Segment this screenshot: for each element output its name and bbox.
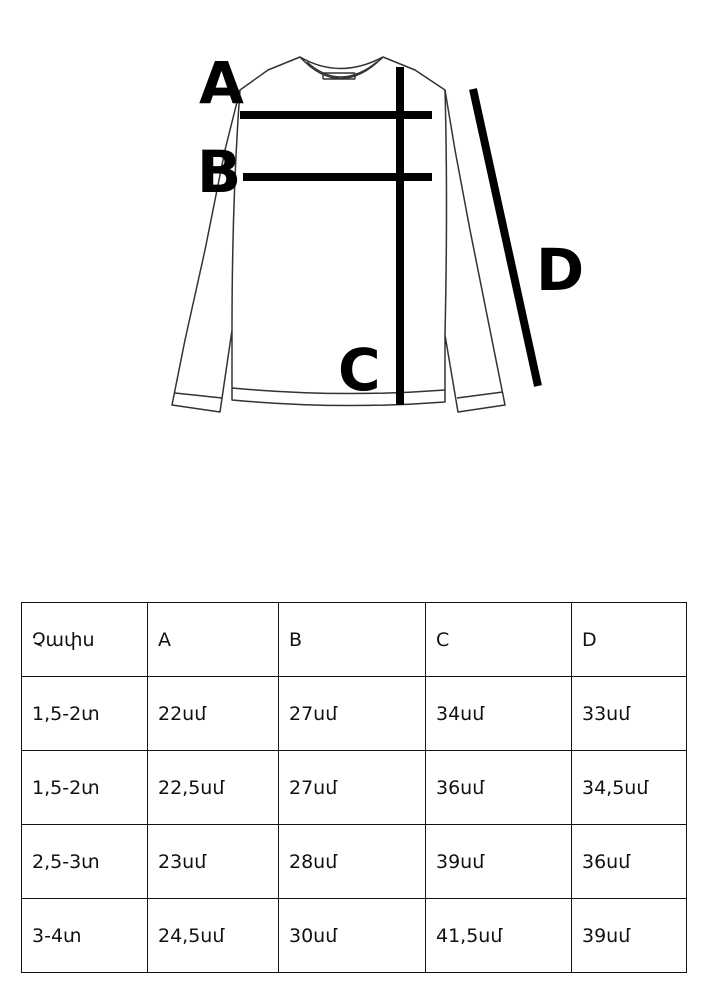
cell-b: 30սմ — [279, 899, 426, 973]
header-b: B — [279, 603, 426, 677]
cell-b: 27սմ — [279, 751, 426, 825]
cell-size: 1,5-2տ — [22, 677, 148, 751]
cell-c: 34սմ — [426, 677, 572, 751]
cell-size: 3-4տ — [22, 899, 148, 973]
table-row — [22, 899, 687, 973]
cell-d: 36սմ — [572, 825, 687, 899]
header-size: Չափս — [22, 603, 148, 677]
cell-a: 22,5սմ — [148, 751, 279, 825]
table-header-row — [22, 603, 687, 677]
cell-c: 39սմ — [426, 825, 572, 899]
label-d: D — [536, 236, 585, 304]
cell-size: 2,5-3տ — [22, 825, 148, 899]
header-d: D — [572, 603, 687, 677]
cell-c: 36սմ — [426, 751, 572, 825]
cell-a: 24,5սմ — [148, 899, 279, 973]
cell-a: 22սմ — [148, 677, 279, 751]
cell-c: 41,5սմ — [426, 899, 572, 973]
size-chart-table — [21, 602, 687, 973]
sweater-measurement-diagram — [0, 0, 707, 470]
cell-d: 33սմ — [572, 677, 687, 751]
measurement-lines — [240, 67, 538, 405]
cell-size: 1,5-2տ — [22, 751, 148, 825]
cell-b: 27սմ — [279, 677, 426, 751]
table-row — [22, 825, 687, 899]
cell-d: 39սմ — [572, 899, 687, 973]
table-row — [22, 751, 687, 825]
label-a: A — [199, 49, 244, 117]
header-a: A — [148, 603, 279, 677]
header-c: C — [426, 603, 572, 677]
label-c: C — [338, 336, 381, 404]
cell-d: 34,5սմ — [572, 751, 687, 825]
measure-line-d — [473, 89, 538, 386]
label-b: B — [197, 138, 242, 206]
cell-a: 23սմ — [148, 825, 279, 899]
table-row — [22, 677, 687, 751]
cell-b: 28սմ — [279, 825, 426, 899]
